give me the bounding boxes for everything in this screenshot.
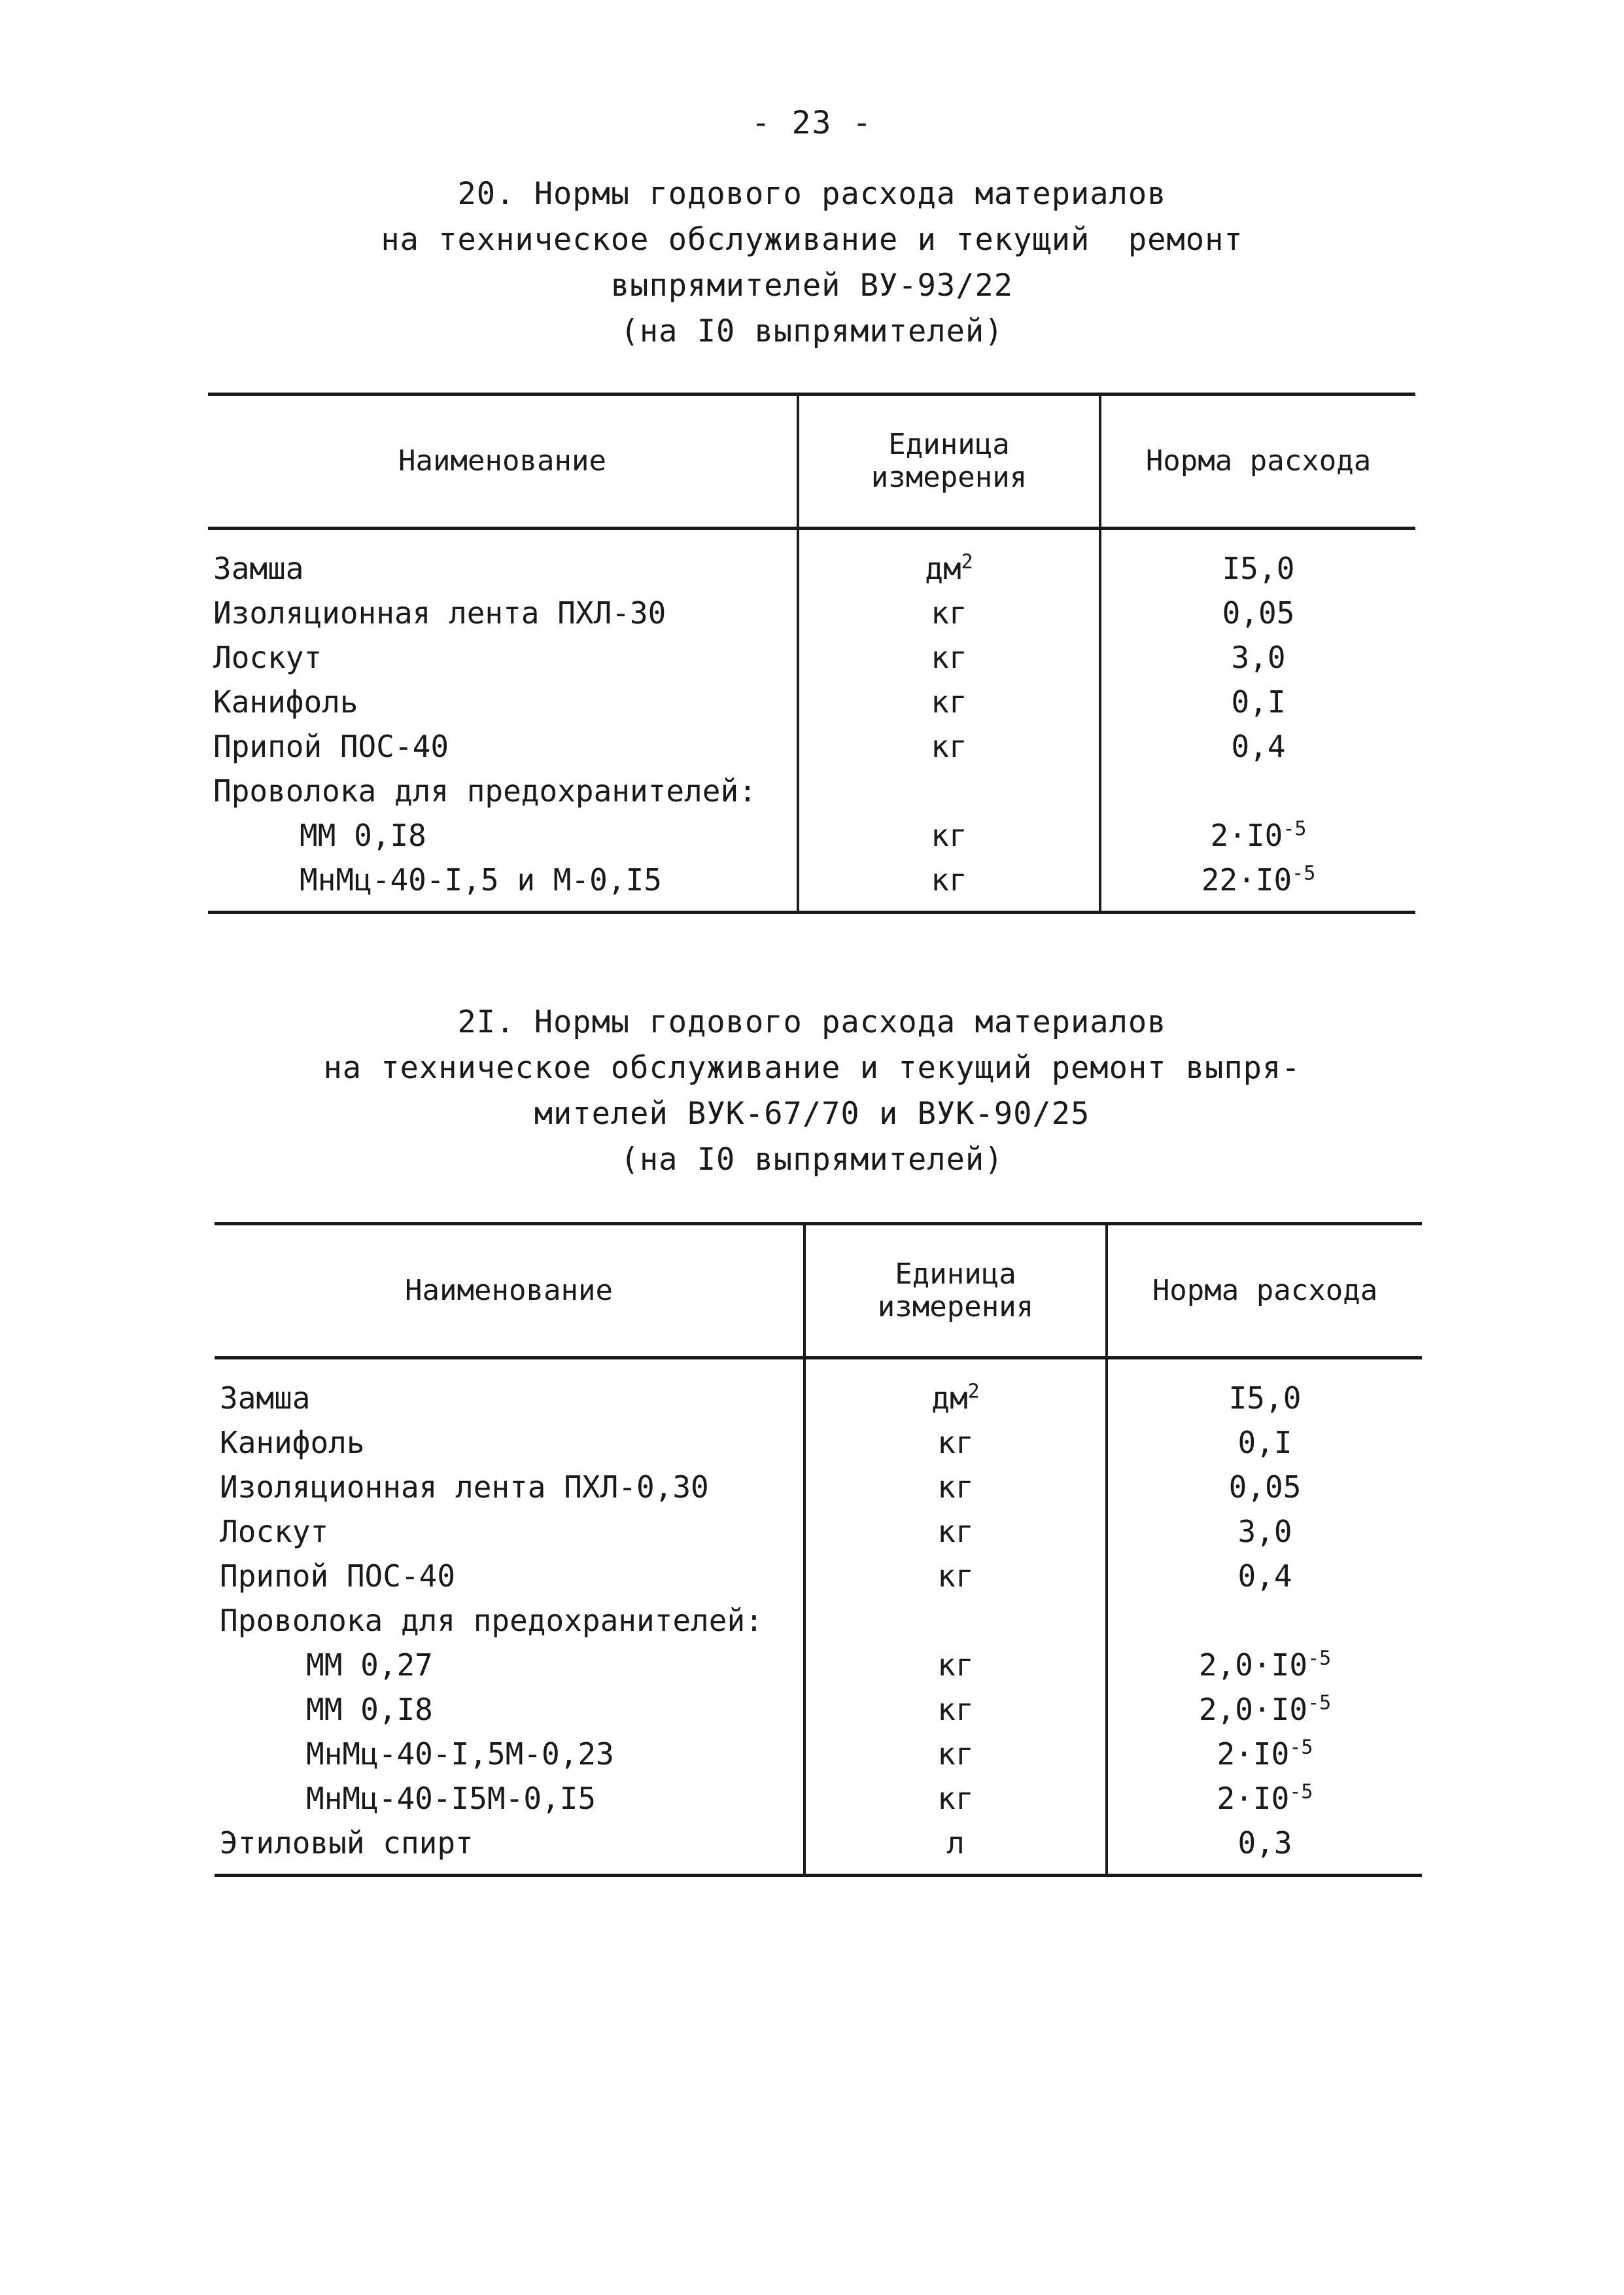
- header-unit: Единица измерения: [797, 396, 1101, 527]
- unit-cell: кг: [937, 1692, 974, 1727]
- table-row: [215, 1421, 1422, 1465]
- table-row: [208, 547, 1415, 591]
- table-row: [208, 591, 1415, 636]
- material-name: Припой ПОС-40: [220, 1558, 456, 1594]
- norm-cell: 0,05: [1222, 595, 1295, 631]
- norm-exponent: -5: [1283, 817, 1307, 841]
- material-name: Припой ПОС-40: [213, 729, 449, 764]
- material-name: Изоляционная лента ПХЛ-0,30: [220, 1469, 709, 1505]
- header-name: Наименование: [398, 444, 606, 478]
- norm-cell: $2,0\cdot I0^{-5}$: [1198, 1647, 1332, 1683]
- table-row: [208, 814, 1415, 858]
- material-name: МнМц-40-I,5 и М-0,I5: [300, 862, 662, 898]
- header-unit: Единица измерения: [803, 1225, 1108, 1356]
- table-row: [208, 858, 1415, 903]
- table-row: [215, 1376, 1422, 1421]
- norm-cell: I5,0: [1222, 551, 1295, 586]
- unit-cell: кг: [931, 729, 967, 764]
- table-20: [208, 393, 1415, 914]
- unit-cell: $дм^2$: [931, 1380, 980, 1416]
- norm-cell: 0,3: [1237, 1825, 1292, 1861]
- material-name: ММ 0,I8: [300, 818, 426, 853]
- material-name: Этиловый спирт: [220, 1825, 474, 1861]
- norm-exponent: -5: [1307, 1691, 1332, 1715]
- table-row: [215, 1599, 1422, 1643]
- table-row: [215, 1688, 1422, 1732]
- unit-cell: кг: [937, 1558, 974, 1594]
- unit-cell: кг: [937, 1736, 974, 1772]
- table-21-title-line: на техническое обслуживание и текущий ремонт выпря-: [323, 1050, 1301, 1086]
- unit-cell: кг: [937, 1514, 974, 1549]
- unit-cell: кг: [937, 1647, 974, 1683]
- table-20-title-line: (на I0 выпрямителей): [620, 313, 1004, 349]
- header-norm: Норма расхода: [1145, 444, 1372, 478]
- norm-exponent: -5: [1307, 1647, 1332, 1670]
- material-name: ММ 0,I8: [306, 1692, 433, 1727]
- table-row: [208, 680, 1415, 725]
- material-name: Замша: [213, 551, 304, 586]
- material-name: Замша: [220, 1380, 311, 1416]
- norm-cell: 3,0: [1237, 1514, 1292, 1549]
- unit-cell: кг: [937, 1781, 974, 1816]
- table-row: [208, 636, 1415, 680]
- table-20-title-line: на техническое обслуживание и текущий ремонт: [381, 222, 1243, 258]
- table-body: [208, 530, 1415, 914]
- table-header: [208, 393, 1415, 530]
- material-name: Канифоль: [213, 684, 358, 720]
- norm-cell: $2\cdot I0^{-5}$: [1210, 817, 1307, 853]
- table-row: [215, 1510, 1422, 1554]
- unit-exponent: 2: [961, 550, 973, 574]
- unit-exponent: 2: [967, 1380, 980, 1403]
- table-20-title-line: выпрямителей ВУ-93/22: [610, 268, 1014, 304]
- norm-cell: 0,I: [1231, 684, 1286, 720]
- material-name: Проволока для предохранителей:: [213, 773, 757, 809]
- material-name: Изоляционная лента ПХЛ-30: [213, 595, 666, 631]
- material-name: Канифоль: [220, 1425, 365, 1460]
- norm-cell: 0,4: [1237, 1558, 1292, 1594]
- unit-cell: кг: [931, 595, 967, 631]
- table-21: [215, 1222, 1422, 1877]
- norm-cell: $22\cdot I0^{-5}$: [1201, 862, 1316, 898]
- material-name: ММ 0,27: [306, 1647, 433, 1683]
- norm-exponent: -5: [1292, 862, 1316, 885]
- table-row: [215, 1554, 1422, 1599]
- unit-cell: л: [946, 1825, 965, 1861]
- table-21-title-line: 2I. Нормы годового расхода материалов: [457, 1004, 1167, 1040]
- table-21-title-line: мителей ВУК-67/70 и ВУК-90/25: [534, 1096, 1090, 1132]
- unit-cell: кг: [931, 684, 967, 720]
- table-row: [215, 1732, 1422, 1777]
- page-number: - 23 -: [751, 105, 873, 141]
- table-row: [215, 1821, 1422, 1866]
- norm-cell: $2\cdot I0^{-5}$: [1217, 1736, 1313, 1772]
- unit-cell: кг: [931, 818, 967, 853]
- norm-exponent: -5: [1289, 1736, 1313, 1759]
- norm-cell: I5,0: [1228, 1380, 1302, 1416]
- material-name: Лоскут: [213, 640, 322, 675]
- unit-cell: $дм^2$: [925, 550, 973, 586]
- norm-cell: 0,4: [1231, 729, 1286, 764]
- unit-cell: кг: [937, 1469, 974, 1505]
- table-row: [215, 1643, 1422, 1688]
- norm-cell: $2\cdot I0^{-5}$: [1217, 1780, 1313, 1816]
- table-row: [208, 769, 1415, 814]
- header-norm: Норма расхода: [1152, 1274, 1378, 1307]
- norm-cell: $2,0\cdot I0^{-5}$: [1198, 1691, 1332, 1727]
- table-20-title-line: 20. Нормы годового расхода материалов: [457, 176, 1167, 212]
- table-21-title-line: (на I0 выпрямителей): [620, 1142, 1004, 1178]
- material-name: МнМц-40-I,5М-0,23: [306, 1736, 614, 1772]
- header-name: Наименование: [405, 1274, 613, 1307]
- material-name: Проволока для предохранителей:: [220, 1603, 763, 1638]
- norm-cell: 0,05: [1228, 1469, 1302, 1505]
- material-name: Лоскут: [220, 1514, 329, 1549]
- table-row: [208, 725, 1415, 769]
- unit-cell: кг: [931, 862, 967, 898]
- table-20-title: [0, 171, 1624, 355]
- norm-exponent: -5: [1289, 1780, 1313, 1804]
- table-21-title: [0, 1000, 1624, 1183]
- norm-cell: 0,I: [1237, 1425, 1292, 1460]
- material-name: МнМц-40-I5М-0,I5: [306, 1781, 596, 1816]
- table-header: [215, 1222, 1422, 1359]
- table-row: [215, 1465, 1422, 1510]
- table-body: [215, 1359, 1422, 1877]
- unit-cell: кг: [931, 640, 967, 675]
- norm-cell: 3,0: [1231, 640, 1286, 675]
- table-row: [215, 1777, 1422, 1821]
- unit-cell: кг: [937, 1425, 974, 1460]
